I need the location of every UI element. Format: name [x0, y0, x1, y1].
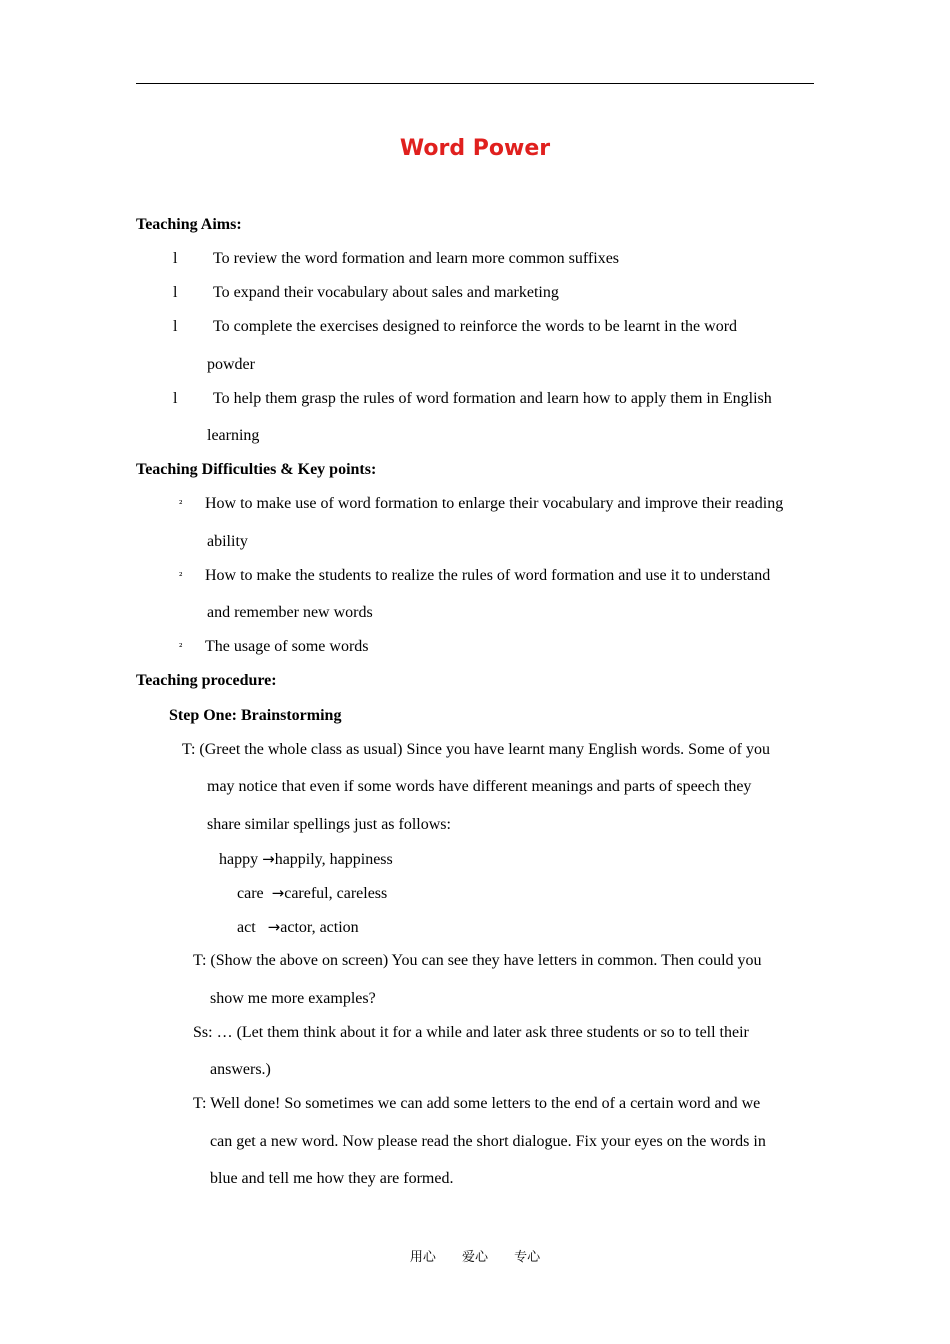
example-result: actor, action [280, 919, 359, 936]
example-result: careful, careless [284, 885, 388, 902]
arrow-right-icon: → [271, 884, 285, 902]
difficulty-item: How to make use of word formation to enlarge their vocabulary and improve their reading [205, 495, 784, 512]
step-heading: Step One: Brainstorming [169, 707, 342, 724]
page-title: Word Power [399, 136, 551, 161]
example-row [219, 849, 393, 870]
dialogue-line: may notice that even if some words have different meanings and parts of speech they [207, 778, 752, 795]
bullet-icon: ² [179, 570, 183, 582]
example-word: happy [219, 851, 263, 868]
dialogue-line: can get a new word. Now please read the short dialogue. Fix your eyes on the words in [210, 1133, 766, 1150]
dialogue-line: show me more examples? [210, 990, 376, 1007]
footer-text: 专心 [514, 1250, 541, 1265]
difficulty-item-continuation: and remember new words [207, 604, 373, 621]
dialogue-line: answers.) [210, 1061, 271, 1078]
arrow-right-icon: → [267, 918, 281, 936]
header-rule [136, 83, 814, 84]
footer-text: 爱心 [461, 1250, 488, 1265]
example-row [237, 917, 359, 938]
difficulty-item: How to make the students to realize the rules of word formation and use it to understand [205, 567, 771, 584]
bullet-icon: ² [179, 498, 183, 510]
aim-item-continuation: learning [207, 427, 260, 444]
section-heading-difficulties: Teaching Difficulties & Key points: [136, 461, 377, 478]
bullet-icon: l [173, 318, 178, 335]
bullet-icon: ² [179, 641, 183, 653]
aim-item: To help them grasp the rules of word formation and learn how to apply them in English [213, 390, 772, 407]
section-heading-procedure: Teaching procedure: [136, 672, 277, 689]
example-word: care [237, 885, 272, 902]
difficulty-item: The usage of some words [205, 638, 369, 655]
dialogue-line: share similar spellings just as follows: [207, 816, 451, 833]
dialogue-line: Ss: … (Let them think about it for a while and later ask three students or so to tell their [193, 1024, 749, 1041]
section-heading-aims: Teaching Aims: [136, 216, 242, 233]
footer-text: 用心 [409, 1250, 436, 1265]
bullet-icon: l [173, 250, 178, 267]
aim-item: To expand their vocabulary about sales and marketing [213, 284, 559, 301]
dialogue-line: T: (Show the above on screen) You can see they have letters in common. Then could you [193, 952, 762, 969]
aim-item: To review the word formation and learn more common suffixes [213, 250, 620, 267]
aim-item-continuation: powder [207, 356, 255, 373]
example-result: happily, happiness [274, 851, 393, 868]
bullet-icon: l [173, 390, 178, 407]
aim-item: To complete the exercises designed to reinforce the words to be learnt in the word [213, 318, 738, 335]
dialogue-line: T: (Greet the whole class as usual) Since you have learnt many English words. Some of you [182, 741, 770, 758]
example-word: act [237, 919, 268, 936]
dialogue-line: blue and tell me how they are formed. [210, 1170, 454, 1187]
page-footer [0, 1249, 950, 1267]
bullet-icon: l [173, 284, 178, 301]
difficulty-item-continuation: ability [207, 533, 248, 550]
example-row [237, 883, 387, 904]
arrow-right-icon: → [262, 850, 275, 868]
dialogue-line: T: Well done! So sometimes we can add some letters to the end of a certain word and we [193, 1095, 761, 1112]
